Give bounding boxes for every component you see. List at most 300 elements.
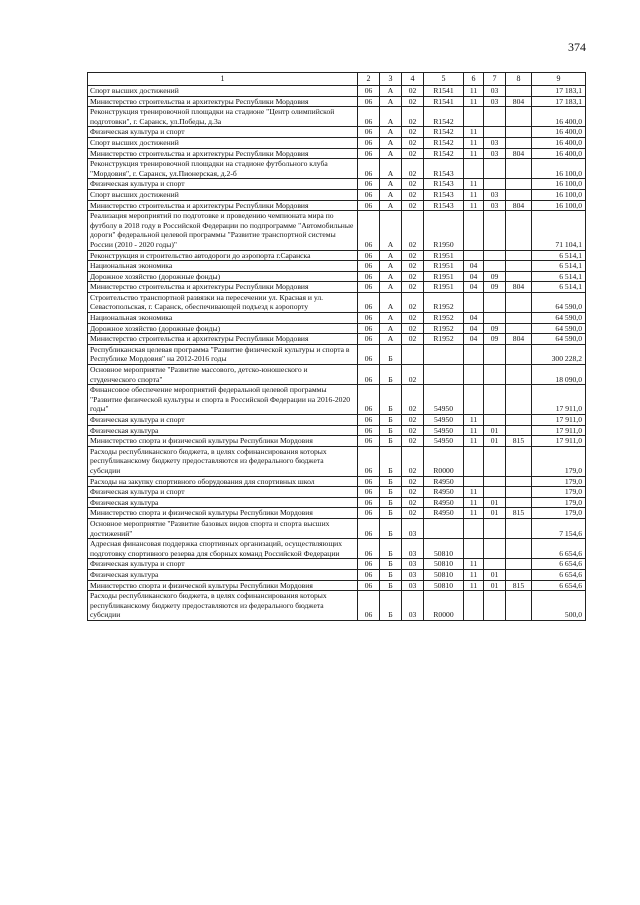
row-name-cell: Дорожное хозяйство (дорожные фонды) [88, 271, 358, 282]
section-code-cell: 06 [358, 200, 380, 211]
division-cell: 11 [464, 86, 484, 97]
division-cell: 11 [464, 569, 484, 580]
direction-code-cell: R1950 [424, 211, 464, 250]
division-cell [464, 518, 484, 538]
division-cell [464, 159, 484, 179]
row-name-cell: Министерство строительства и архитектуры Республики Мордовия [88, 334, 358, 345]
amount-cell: 179,0 [532, 446, 586, 476]
direction-code-cell: R1952 [424, 292, 464, 312]
ministry-code-cell: 804 [506, 96, 532, 107]
ministry-code-cell [506, 539, 532, 559]
row-name-cell: Министерство строительства и архитектуры Республики Мордовия [88, 200, 358, 211]
event-code-cell: 03 [402, 559, 424, 570]
row-name-cell: Национальная экономика [88, 313, 358, 324]
division-cell [464, 539, 484, 559]
subdivision-cell: 01 [484, 425, 506, 436]
table-row [88, 539, 586, 559]
column-header: 2 [358, 73, 380, 86]
row-name-cell: Физическая культура [88, 425, 358, 436]
column-header: 3 [380, 73, 402, 86]
amount-cell: 6 514,1 [532, 271, 586, 282]
table-row [88, 211, 586, 250]
subdivision-cell: 03 [484, 189, 506, 200]
subprogram-code-cell: А [380, 292, 402, 312]
section-code-cell: 06 [358, 344, 380, 364]
division-cell: 11 [464, 148, 484, 159]
direction-code-cell: R1542 [424, 148, 464, 159]
row-name-cell: Физическая культура и спорт [88, 487, 358, 498]
event-code-cell: 03 [402, 580, 424, 591]
ministry-code-cell [506, 137, 532, 148]
direction-code-cell: 54950 [424, 415, 464, 426]
direction-code-cell: R1541 [424, 96, 464, 107]
subdivision-cell [484, 591, 506, 621]
event-code-cell: 02 [402, 497, 424, 508]
table-row [88, 159, 586, 179]
division-cell [464, 591, 484, 621]
subprogram-code-cell: А [380, 250, 402, 261]
event-code-cell: 02 [402, 96, 424, 107]
page-number: 374 [568, 40, 586, 54]
section-code-cell: 06 [358, 508, 380, 519]
ministry-code-cell [506, 497, 532, 508]
column-header: 1 [88, 73, 358, 86]
subdivision-cell [484, 476, 506, 487]
division-cell [464, 250, 484, 261]
subprogram-code-cell: А [380, 323, 402, 334]
table-row [88, 385, 586, 415]
row-name-cell: Физическая культура [88, 497, 358, 508]
event-code-cell: 02 [402, 179, 424, 190]
budget-table [87, 72, 586, 621]
section-code-cell: 06 [358, 580, 380, 591]
amount-cell: 18 090,0 [532, 365, 586, 385]
table-row [88, 137, 586, 148]
ministry-code-cell [506, 189, 532, 200]
subprogram-code-cell: Б [380, 385, 402, 415]
budget-table-body [88, 73, 586, 621]
section-code-cell: 06 [358, 282, 380, 293]
row-name-cell: Расходы республиканского бюджета, в целях софинансирования которых республиканскому бюджету предоставляются из федерального бюджета субсидии [88, 446, 358, 476]
subprogram-code-cell: А [380, 189, 402, 200]
table-row [88, 200, 586, 211]
direction-code-cell [424, 344, 464, 364]
ministry-code-cell [506, 518, 532, 538]
subprogram-code-cell: Б [380, 365, 402, 385]
direction-code-cell: 50810 [424, 539, 464, 559]
row-name-cell: Министерство спорта и физической культуры Республики Мордовия [88, 580, 358, 591]
subdivision-cell: 03 [484, 200, 506, 211]
section-code-cell: 06 [358, 334, 380, 345]
direction-code-cell: R1542 [424, 127, 464, 138]
direction-code-cell: R1543 [424, 189, 464, 200]
event-code-cell: 02 [402, 250, 424, 261]
event-code-cell: 02 [402, 436, 424, 447]
amount-cell: 6 514,1 [532, 250, 586, 261]
ministry-code-cell [506, 323, 532, 334]
event-code-cell: 03 [402, 539, 424, 559]
division-cell [464, 107, 484, 127]
section-code-cell: 06 [358, 313, 380, 324]
division-cell: 11 [464, 137, 484, 148]
amount-cell: 64 590,0 [532, 313, 586, 324]
row-name-cell: Физическая культура и спорт [88, 415, 358, 426]
division-cell [464, 385, 484, 415]
row-name-cell: Физическая культура и спорт [88, 179, 358, 190]
event-code-cell: 02 [402, 446, 424, 476]
table-row [88, 271, 586, 282]
section-code-cell: 06 [358, 159, 380, 179]
section-code-cell: 06 [358, 250, 380, 261]
event-code-cell: 02 [402, 107, 424, 127]
amount-cell: 6 654,6 [532, 580, 586, 591]
amount-cell: 6 654,6 [532, 539, 586, 559]
subprogram-code-cell: А [380, 96, 402, 107]
row-name-cell: Реконструкция тренировочной площадки на стадионе "Центр олимпийской подготовки", г. Саранск, ул.Победы, д.3а [88, 107, 358, 127]
direction-code-cell: R1543 [424, 200, 464, 211]
row-name-cell: Реализация мероприятий по подготовке и проведению чемпионата мира по футболу в 2018 году в Российской Федерации по подпрограмме "Автомобильные дороги" федеральной целевой программы "Развитие транспортной системы России (2010 - 2020 годы)" [88, 211, 358, 250]
amount-cell: 17 911,0 [532, 425, 586, 436]
ministry-code-cell [506, 365, 532, 385]
section-code-cell: 06 [358, 148, 380, 159]
section-code-cell: 06 [358, 107, 380, 127]
ministry-code-cell [506, 487, 532, 498]
ministry-code-cell [506, 476, 532, 487]
row-name-cell: Расходы республиканского бюджета, в целях софинансирования которых республиканскому бюджету предоставляются из федерального бюджета субсидии [88, 591, 358, 621]
row-name-cell: Министерство строительства и архитектуры Республики Мордовия [88, 148, 358, 159]
subprogram-code-cell: А [380, 159, 402, 179]
section-code-cell: 06 [358, 86, 380, 97]
table-row [88, 96, 586, 107]
amount-cell: 71 104,1 [532, 211, 586, 250]
subdivision-cell [484, 211, 506, 250]
subdivision-cell [484, 127, 506, 138]
subprogram-code-cell: А [380, 271, 402, 282]
table-row [88, 86, 586, 97]
direction-code-cell: R4950 [424, 476, 464, 487]
subdivision-cell [484, 344, 506, 364]
section-code-cell: 06 [358, 271, 380, 282]
row-name-cell: Основное мероприятие "Развитие массового, детско-юношеского и студенческого спорта" [88, 365, 358, 385]
ministry-code-cell [506, 271, 532, 282]
amount-cell: 16 400,0 [532, 127, 586, 138]
division-cell: 04 [464, 334, 484, 345]
subprogram-code-cell: Б [380, 415, 402, 426]
subdivision-cell: 01 [484, 569, 506, 580]
subdivision-cell [484, 539, 506, 559]
table-row [88, 127, 586, 138]
subdivision-cell [484, 559, 506, 570]
ministry-code-cell [506, 159, 532, 179]
row-name-cell: Спорт высших достижений [88, 86, 358, 97]
row-name-cell: Спорт высших достижений [88, 189, 358, 200]
table-row [88, 518, 586, 538]
section-code-cell: 06 [358, 261, 380, 272]
division-cell: 04 [464, 323, 484, 334]
table-row [88, 591, 586, 621]
event-code-cell: 02 [402, 148, 424, 159]
event-code-cell: 02 [402, 385, 424, 415]
section-code-cell: 06 [358, 137, 380, 148]
row-name-cell: Физическая культура [88, 569, 358, 580]
event-code-cell [402, 344, 424, 364]
subdivision-cell: 01 [484, 497, 506, 508]
event-code-cell: 02 [402, 425, 424, 436]
subdivision-cell [484, 518, 506, 538]
division-cell: 11 [464, 497, 484, 508]
division-cell: 04 [464, 261, 484, 272]
division-cell [464, 476, 484, 487]
row-name-cell: Спорт высших достижений [88, 137, 358, 148]
subprogram-code-cell: Б [380, 559, 402, 570]
subdivision-cell: 01 [484, 508, 506, 519]
section-code-cell: 06 [358, 127, 380, 138]
ministry-code-cell [506, 127, 532, 138]
subprogram-code-cell: А [380, 211, 402, 250]
amount-cell: 6 654,6 [532, 559, 586, 570]
direction-code-cell [424, 365, 464, 385]
table-row [88, 313, 586, 324]
subdivision-cell [484, 261, 506, 272]
table-row [88, 323, 586, 334]
subdivision-cell: 01 [484, 580, 506, 591]
event-code-cell: 02 [402, 415, 424, 426]
division-cell: 04 [464, 313, 484, 324]
ministry-code-cell [506, 425, 532, 436]
section-code-cell: 06 [358, 497, 380, 508]
division-cell: 11 [464, 127, 484, 138]
subdivision-cell [484, 159, 506, 179]
subprogram-code-cell: Б [380, 425, 402, 436]
direction-code-cell: R1951 [424, 261, 464, 272]
table-row [88, 580, 586, 591]
subprogram-code-cell: А [380, 334, 402, 345]
table-row [88, 344, 586, 364]
direction-code-cell: 50810 [424, 580, 464, 591]
subprogram-code-cell: Б [380, 569, 402, 580]
amount-cell: 179,0 [532, 497, 586, 508]
amount-cell: 17 911,0 [532, 385, 586, 415]
direction-code-cell: R1952 [424, 323, 464, 334]
event-code-cell: 03 [402, 591, 424, 621]
subprogram-code-cell: Б [380, 436, 402, 447]
ministry-code-cell [506, 313, 532, 324]
row-name-cell: Дорожное хозяйство (дорожные фонды) [88, 323, 358, 334]
table-row [88, 446, 586, 476]
event-code-cell: 02 [402, 127, 424, 138]
ministry-code-cell [506, 292, 532, 312]
direction-code-cell [424, 518, 464, 538]
ministry-code-cell: 804 [506, 334, 532, 345]
event-code-cell: 02 [402, 137, 424, 148]
ministry-code-cell [506, 261, 532, 272]
event-code-cell: 02 [402, 189, 424, 200]
table-row [88, 292, 586, 312]
division-cell: 11 [464, 436, 484, 447]
division-cell: 11 [464, 415, 484, 426]
amount-cell: 6 654,6 [532, 569, 586, 580]
subprogram-code-cell: Б [380, 497, 402, 508]
section-code-cell: 06 [358, 189, 380, 200]
section-code-cell: 06 [358, 436, 380, 447]
ministry-code-cell [506, 250, 532, 261]
section-code-cell: 06 [358, 323, 380, 334]
event-code-cell: 02 [402, 282, 424, 293]
table-row [88, 365, 586, 385]
table-row [88, 250, 586, 261]
section-code-cell: 06 [358, 365, 380, 385]
subdivision-cell [484, 385, 506, 415]
amount-cell: 179,0 [532, 476, 586, 487]
direction-code-cell: R1952 [424, 334, 464, 345]
direction-code-cell: R1541 [424, 86, 464, 97]
division-cell [464, 344, 484, 364]
ministry-code-cell [506, 179, 532, 190]
row-name-cell: Физическая культура и спорт [88, 127, 358, 138]
row-name-cell: Министерство строительства и архитектуры Республики Мордовия [88, 96, 358, 107]
table-row [88, 425, 586, 436]
ministry-code-cell [506, 211, 532, 250]
section-code-cell: 06 [358, 539, 380, 559]
event-code-cell: 02 [402, 487, 424, 498]
amount-cell: 179,0 [532, 487, 586, 498]
row-name-cell: Финансовое обеспечение мероприятий федеральной целевой программы "Развитие физической культуры и спорта в Российской Федерации на 2016-2020 годы" [88, 385, 358, 415]
subdivision-cell: 03 [484, 148, 506, 159]
table-row [88, 569, 586, 580]
amount-cell: 500,0 [532, 591, 586, 621]
event-code-cell: 02 [402, 261, 424, 272]
table-row [88, 497, 586, 508]
ministry-code-cell: 804 [506, 282, 532, 293]
subdivision-cell [484, 313, 506, 324]
section-code-cell: 06 [358, 179, 380, 190]
amount-cell: 64 590,0 [532, 323, 586, 334]
subprogram-code-cell: А [380, 313, 402, 324]
subprogram-code-cell: Б [380, 446, 402, 476]
section-code-cell: 06 [358, 569, 380, 580]
table-row [88, 436, 586, 447]
table-row [88, 508, 586, 519]
subprogram-code-cell: Б [380, 344, 402, 364]
subprogram-code-cell: А [380, 137, 402, 148]
subprogram-code-cell: А [380, 107, 402, 127]
ministry-code-cell: 815 [506, 580, 532, 591]
subdivision-cell: 03 [484, 137, 506, 148]
row-name-cell: Адресная финансовая поддержка спортивных организаций, осуществляющих подготовку спортивного резерва для сборных команд Российской Федерации [88, 539, 358, 559]
column-header: 6 [464, 73, 484, 86]
amount-cell: 16 400,0 [532, 107, 586, 127]
ministry-code-cell [506, 415, 532, 426]
ministry-code-cell: 804 [506, 148, 532, 159]
row-name-cell: Строительство транспортной развязки на пересечении ул. Красная и ул. Севастопольская, г. Саранск, обеспечивающей подъезд к аэропорту [88, 292, 358, 312]
row-name-cell: Министерство спорта и физической культуры Республики Мордовия [88, 508, 358, 519]
subdivision-cell: 09 [484, 282, 506, 293]
event-code-cell: 02 [402, 271, 424, 282]
amount-cell: 16 100,0 [532, 159, 586, 179]
ministry-code-cell [506, 107, 532, 127]
section-code-cell: 06 [358, 96, 380, 107]
direction-code-cell: 54950 [424, 425, 464, 436]
column-header: 5 [424, 73, 464, 86]
subdivision-cell: 03 [484, 86, 506, 97]
table-header-row [88, 73, 586, 86]
division-cell: 11 [464, 179, 484, 190]
row-name-cell: Реконструкция тренировочной площадки на стадионе футбольного клуба "Мордовия", г. Саранск, ул.Пионерская, д.2-б [88, 159, 358, 179]
subprogram-code-cell: Б [380, 508, 402, 519]
division-cell: 04 [464, 282, 484, 293]
subdivision-cell [484, 179, 506, 190]
amount-cell: 17 911,0 [532, 436, 586, 447]
subprogram-code-cell: Б [380, 539, 402, 559]
subdivision-cell [484, 415, 506, 426]
direction-code-cell: R1951 [424, 271, 464, 282]
amount-cell: 64 590,0 [532, 334, 586, 345]
column-header: 4 [402, 73, 424, 86]
table-row [88, 179, 586, 190]
event-code-cell: 02 [402, 211, 424, 250]
ministry-code-cell: 815 [506, 436, 532, 447]
direction-code-cell: R0000 [424, 446, 464, 476]
event-code-cell: 02 [402, 508, 424, 519]
amount-cell: 7 154,6 [532, 518, 586, 538]
table-row [88, 148, 586, 159]
direction-code-cell: R4950 [424, 508, 464, 519]
ministry-code-cell [506, 446, 532, 476]
subdivision-cell: 09 [484, 334, 506, 345]
row-name-cell: Министерство строительства и архитектуры Республики Мордовия [88, 282, 358, 293]
event-code-cell: 02 [402, 159, 424, 179]
direction-code-cell: R0000 [424, 591, 464, 621]
division-cell [464, 211, 484, 250]
amount-cell: 17 183,1 [532, 96, 586, 107]
direction-code-cell: 54950 [424, 436, 464, 447]
direction-code-cell: R4950 [424, 497, 464, 508]
event-code-cell: 02 [402, 476, 424, 487]
subprogram-code-cell: А [380, 127, 402, 138]
event-code-cell: 02 [402, 86, 424, 97]
division-cell: 11 [464, 559, 484, 570]
division-cell: 04 [464, 271, 484, 282]
row-name-cell: Расходы на закупку спортивного оборудования для спортивных школ [88, 476, 358, 487]
subdivision-cell: 01 [484, 436, 506, 447]
ministry-code-cell [506, 569, 532, 580]
ministry-code-cell [506, 385, 532, 415]
amount-cell: 6 514,1 [532, 261, 586, 272]
subprogram-code-cell: Б [380, 580, 402, 591]
amount-cell: 179,0 [532, 508, 586, 519]
table-row [88, 334, 586, 345]
table-row [88, 189, 586, 200]
amount-cell: 16 400,0 [532, 148, 586, 159]
column-header: 9 [532, 73, 586, 86]
table-row [88, 261, 586, 272]
subprogram-code-cell: Б [380, 487, 402, 498]
table-row [88, 487, 586, 498]
subdivision-cell [484, 446, 506, 476]
amount-cell: 16 100,0 [532, 189, 586, 200]
division-cell: 11 [464, 96, 484, 107]
section-code-cell: 06 [358, 476, 380, 487]
subdivision-cell [484, 292, 506, 312]
direction-code-cell: R4950 [424, 487, 464, 498]
amount-cell: 6 514,1 [532, 282, 586, 293]
table-row [88, 559, 586, 570]
column-header: 7 [484, 73, 506, 86]
ministry-code-cell [506, 559, 532, 570]
direction-code-cell: 54950 [424, 385, 464, 415]
section-code-cell: 06 [358, 591, 380, 621]
table-row [88, 107, 586, 127]
